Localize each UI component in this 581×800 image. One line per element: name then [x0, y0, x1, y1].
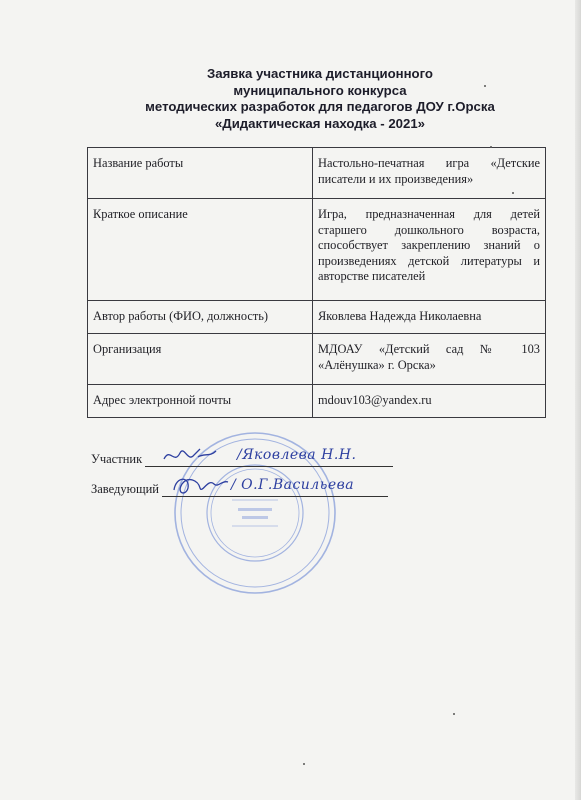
participant-handwritten-name: /Яковлева Н.Н.	[237, 447, 357, 463]
title-line-2: муниципального конкурса	[233, 82, 407, 98]
head-label: Заведующий	[91, 482, 159, 496]
title-line-3: методических разработок для педагогов ДОУ г.Орска	[145, 99, 495, 114]
row-value: Настольно-печатная игра «Детские писатели и их произведения»	[313, 148, 546, 199]
participant-signature-mark	[160, 443, 220, 467]
scan-speck	[490, 146, 492, 148]
row-value: mdouv103@yandex.ru	[313, 385, 546, 418]
document-title	[90, 66, 550, 132]
application-table	[87, 147, 546, 418]
head-handwritten-name: / О.Г.Васильева	[231, 477, 355, 493]
title-line-4: «Дидактическая находка - 2021»	[214, 115, 426, 131]
title-line-1: Заявка участника дистанционного	[207, 66, 433, 81]
scan-speck	[303, 763, 305, 765]
row-label: Адрес электронной почты	[88, 385, 313, 418]
row-label: Краткое описание	[88, 199, 313, 301]
scan-edge	[575, 0, 581, 800]
scan-speck	[484, 85, 486, 87]
head-signature-mark	[168, 470, 232, 500]
table-row	[88, 385, 546, 418]
table-row	[88, 301, 546, 334]
table-row	[88, 199, 546, 301]
row-value: Игра, предназначенная для детей старшего дошкольного возраста, способствует закреплению знаний о произведениях детской литературы и авторстве писателей	[313, 199, 546, 301]
row-value: МДОАУ «Детский сад № 103 «Алёнушка» г. Орска»	[313, 334, 546, 385]
participant-label: Участник	[91, 452, 143, 466]
row-value: Яковлева Надежда Николаевна	[313, 301, 546, 334]
scan-speck	[453, 713, 455, 715]
table-row	[88, 148, 546, 199]
scan-speck	[512, 192, 514, 194]
row-label: Автор работы (ФИО, должность)	[88, 301, 313, 334]
row-label: Организация	[88, 334, 313, 385]
row-label: Название работы	[88, 148, 313, 199]
table-row	[88, 334, 546, 385]
